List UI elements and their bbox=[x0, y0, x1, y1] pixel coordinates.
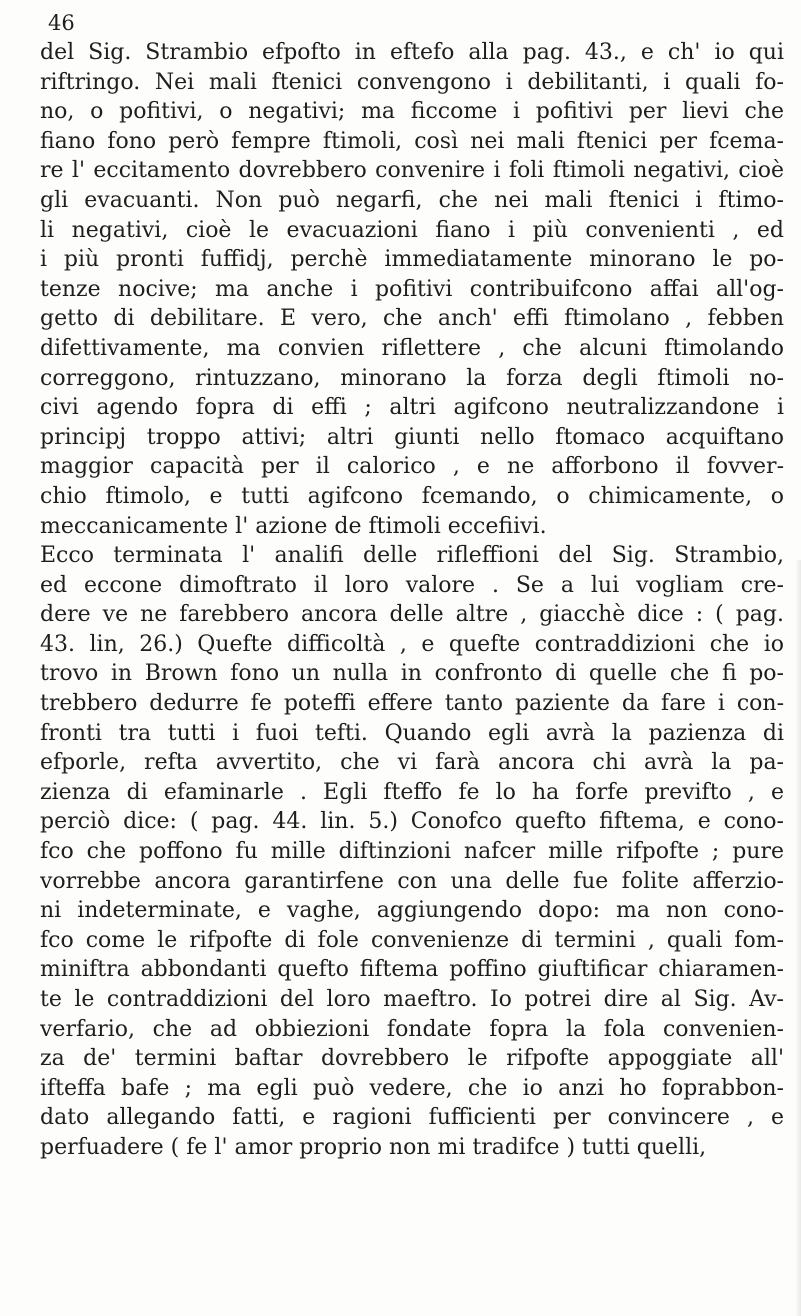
text-line: fiano fono però fempre ftimoli, così nei mali ftenici per fcema- bbox=[40, 128, 784, 154]
text-line: difettivamente, ma convien riflettere , che alcuni ftimolando bbox=[40, 335, 784, 361]
text-line: miniftra abbondanti quefto fiftema poffino giuftificar chiaramen- bbox=[40, 957, 784, 983]
text-line: ni indeterminate, e vaghe, aggiungendo dopo: ma non cono- bbox=[40, 898, 784, 924]
text-line: re l' eccitamento dovrebbero convenire i foli ftimoli negativi, cioè bbox=[40, 158, 784, 184]
text-line: maggior capacità per il calorico , e ne afforbono il fovver- bbox=[40, 454, 784, 480]
text-line: trebbero dedurre fe poteffi effere tanto paziente da fare i con- bbox=[40, 691, 784, 717]
text-line: za de' termini baftar dovrebbero le rifpofte appoggiate all' bbox=[40, 1046, 784, 1072]
text-line: verfario, che ad obbiezioni fondate fopra la fola convenien- bbox=[40, 1016, 784, 1042]
text-line: tenze nocive; ma anche i pofitivi contribuifcono affai all'og- bbox=[40, 276, 784, 302]
text-line: meccanicamente l' azione de ftimoli eccefiivi. bbox=[40, 513, 547, 539]
text-line: riftringo. Nei mali ftenici convengono i debilitanti, i quali fo- bbox=[40, 69, 784, 95]
text-line: trovo in Brown fono un nulla in confronto di quelle che fi po- bbox=[40, 661, 784, 687]
text-line: dere ve ne farebbero ancora delle altre , giacchè dice : ( pag. bbox=[40, 602, 784, 628]
text-line: fco come le rifpofte di fole convenienze di termini , quali fom- bbox=[40, 927, 784, 953]
text-line: perfuadere ( fe l' amor proprio non mi tradifce ) tutti quelli, bbox=[40, 1134, 707, 1160]
text-line: te le contraddizioni del loro maeftro. Io potrei dire al Sig. Av- bbox=[40, 987, 784, 1012]
text-line: del Sig. Strambio efpofto in eftefo alla pag. 43., e ch' io qui bbox=[40, 40, 784, 65]
text-line: principj troppo attivi; altri giunti nello ftomaco acquiftano bbox=[40, 424, 784, 450]
text-line: no, o pofitivi, o negativi; ma ficcome i pofitivi per lievi che bbox=[40, 99, 784, 125]
text-line: fronti tra tutti i fuoi tefti. Quando egli avrà la pazienza di bbox=[40, 720, 784, 746]
page-number: 46 bbox=[48, 11, 75, 35]
text-line: civi agendo fopra di effi ; altri agifcono neutralizzandone i bbox=[40, 395, 784, 421]
text-line: fco che poffono fu mille diftinzioni nafcer mille rifpofte ; pure bbox=[40, 839, 784, 865]
text-line: zienza di efaminarle . Egli fteffo fe lo ha forfe previfto , e bbox=[40, 779, 784, 805]
text-line: dato allegando fatti, e ragioni fufficienti per convincere , e bbox=[40, 1105, 784, 1131]
text-line: ifteffa bafe ; ma egli può vedere, che io anzi ho foprabbon- bbox=[40, 1075, 784, 1101]
text-line: ed eccone dimoftrato il loro valore . Se a lui vogliam cre- bbox=[40, 572, 784, 598]
text-line: getto di debilitare. E vero, che anch' effi ftimolano , febben bbox=[40, 306, 784, 332]
text-line: perciò dice: ( pag. 44. lin. 5.) Conofco quefto fiftema, e cono- bbox=[40, 809, 784, 835]
body-text bbox=[40, 38, 784, 1163]
text-line: vorrebbe ancora garantirfene con una delle fue folite afferzio- bbox=[40, 868, 784, 894]
text-line: i più pronti fuffidj, perchè immediatamente minorano le po- bbox=[40, 247, 784, 273]
text-line: Ecco terminata l' analifi delle rifleffioni del Sig. Strambio, bbox=[40, 543, 784, 569]
page-edge-shadow bbox=[795, 560, 801, 1316]
text-line: efporle, refta avvertito, che vi farà ancora chi avrà la pa- bbox=[40, 750, 784, 776]
text-line: chio ftimolo, e tutti agifcono fcemando, o chimicamente, o bbox=[40, 483, 784, 509]
text-line: correggono, rintuzzano, minorano la forza degli ftimoli no- bbox=[40, 365, 784, 391]
text-line: li negativi, cioè le evacuazioni fiano i più convenienti , ed bbox=[40, 217, 784, 243]
text-line: 43. lin, 26.) Quefte difficoltà , e quefte contraddizioni che io bbox=[40, 631, 784, 657]
text-line: gli evacuanti. Non può negarfi, che nei mali ftenici i ftimo- bbox=[40, 187, 784, 213]
